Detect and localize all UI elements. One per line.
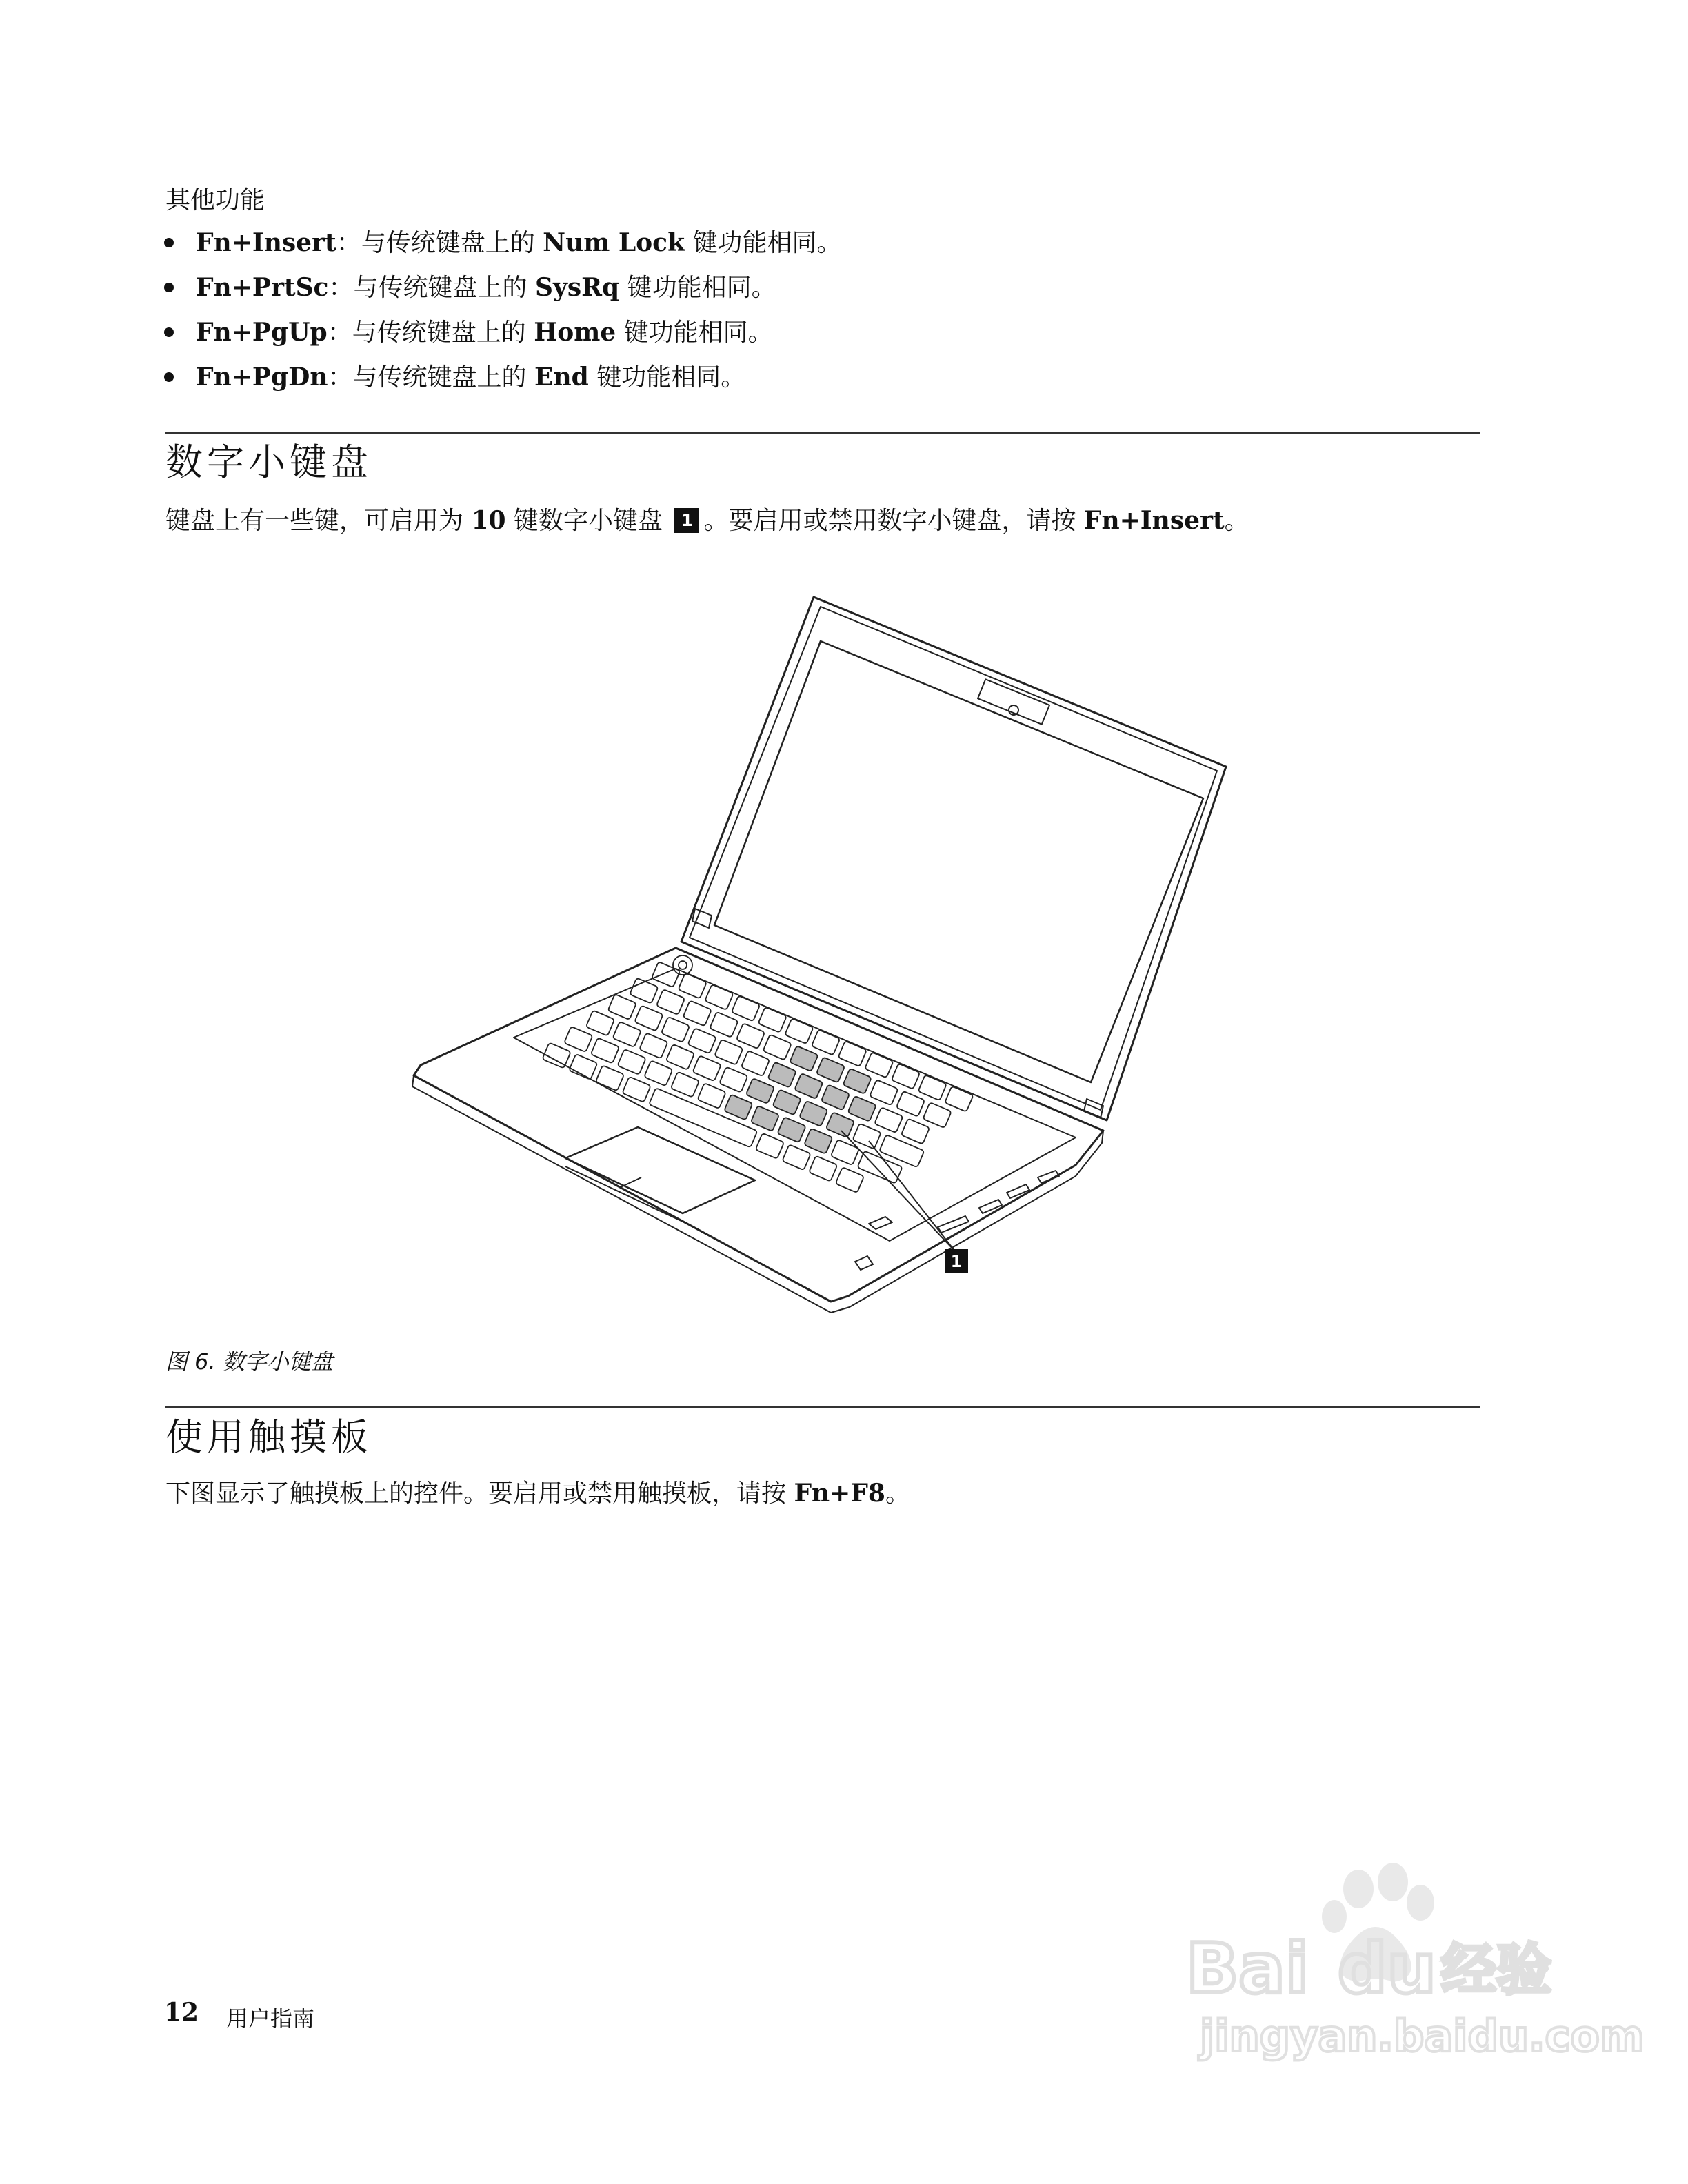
para-text: 。要启用或禁用数字小键盘，请按	[703, 507, 1084, 535]
separator: ：	[328, 274, 354, 302]
description: 与传统键盘上的	[352, 363, 534, 392]
laptop-base	[412, 948, 1103, 1313]
description: 键功能相同。	[616, 318, 773, 347]
legacy-key: Num Lock	[543, 228, 685, 257]
numpad-section-title: 数字小键盘	[165, 441, 372, 484]
shortcut-key: Fn+PrtSc	[196, 273, 329, 302]
list-item	[164, 310, 842, 355]
bullet-icon	[164, 283, 174, 292]
baidu-watermark	[1186, 1861, 1645, 2071]
laptop-numpad-illustration	[407, 593, 1255, 1324]
shortcut-list	[164, 221, 842, 400]
para-text: 下图显示了触摸板上的控件。要启用或禁用触摸板，请按	[165, 1479, 794, 1508]
description: 与传统键盘上的	[352, 318, 534, 347]
laptop-lid	[681, 597, 1226, 1120]
separator: ：	[336, 229, 361, 257]
para-text: 键盘上有一些键，可启用为	[165, 507, 472, 535]
description: 键功能相同。	[619, 274, 776, 302]
para-text: 。	[885, 1479, 910, 1508]
legacy-key: End	[534, 363, 589, 392]
shortcut-key: Fn+Insert	[196, 228, 336, 257]
numpad-paragraph	[165, 501, 1249, 536]
bullet-icon	[164, 238, 174, 247]
page-number: 12	[164, 1998, 199, 2027]
para-text: 。	[1224, 507, 1249, 535]
watermark-url: jingyan.baidu.com	[1200, 2011, 1645, 2061]
description: 键功能相同。	[588, 363, 746, 392]
watermark-logo-cn: 经验	[1441, 1938, 1551, 2002]
book-title: 用户指南	[226, 2005, 315, 2032]
para-text: 键数字小键盘	[505, 507, 671, 535]
description: 与传统键盘上的	[353, 274, 535, 302]
touchpad-paragraph	[165, 1474, 910, 1509]
other-functions-heading: 其他功能	[165, 186, 265, 214]
shortcut-key: Fn+PgDn	[196, 363, 328, 392]
para-number: 10	[471, 506, 506, 535]
shortcut-key: Fn+PgUp	[196, 318, 328, 347]
watermark-logo-text: Bai	[1186, 1928, 1309, 2009]
bullet-icon	[164, 327, 174, 337]
figure-caption: 图 6. 数字小键盘	[165, 1348, 333, 1375]
shortcut-key: Fn+F8	[794, 1479, 885, 1508]
list-item	[164, 355, 842, 400]
callout-marker: 1	[674, 508, 699, 533]
separator: ：	[328, 363, 353, 392]
list-item	[164, 221, 842, 265]
description: 键功能相同。	[685, 229, 842, 257]
baidu-paw-logo	[1186, 1861, 1645, 2068]
separator: ：	[327, 318, 352, 347]
touchpad-section-title: 使用触摸板	[165, 1415, 372, 1459]
list-item	[164, 265, 842, 310]
legacy-key: SysRq	[534, 273, 620, 302]
watermark-logo-text: du	[1338, 1928, 1436, 2009]
shortcut-key: Fn+Insert	[1083, 506, 1225, 535]
figure-callout-label: 1	[950, 1252, 963, 1271]
bullet-icon	[164, 372, 174, 382]
legacy-key: Home	[534, 318, 616, 347]
description: 与传统键盘上的	[361, 229, 543, 257]
